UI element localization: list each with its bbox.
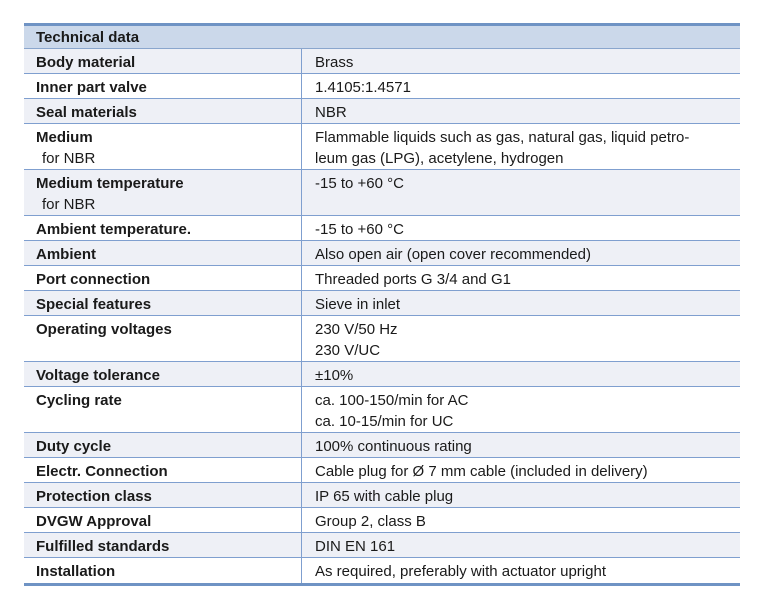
row-value-cell [302, 216, 740, 240]
table-row [24, 291, 740, 316]
row-label: Port connection [36, 271, 151, 288]
row-label: Fulfilled standards [36, 538, 170, 555]
table-row [24, 74, 740, 99]
table-row [24, 170, 740, 216]
row-value-line: ca. 100-150/min for AC [315, 392, 469, 409]
table-row [24, 362, 740, 387]
row-value-cell [302, 533, 740, 557]
row-label-cell [24, 99, 302, 123]
row-value-line: 100% continuous rating [315, 438, 472, 455]
table-row [24, 533, 740, 558]
row-label-cell [24, 458, 302, 482]
row-value-line: Sieve in inlet [315, 296, 401, 313]
row-value-line: As required, preferably with actuator upright [315, 563, 606, 580]
table-row [24, 483, 740, 508]
row-label-cell [24, 316, 302, 361]
row-label: Voltage tolerance [36, 367, 160, 384]
row-value-line: 1.4105:1.4571 [315, 79, 411, 96]
row-label-cell [24, 241, 302, 265]
row-value-line: Group 2, class B [315, 513, 426, 530]
row-label-cell [24, 387, 302, 432]
row-value-cell [302, 558, 740, 583]
row-value-cell [302, 124, 740, 169]
row-value-cell [302, 266, 740, 290]
row-value-cell [302, 362, 740, 386]
row-value-cell [302, 241, 740, 265]
row-value-line: leum gas (LPG), acetylene, hydrogen [315, 150, 564, 167]
row-label: Seal materials [36, 104, 137, 121]
row-value-cell [302, 316, 740, 361]
row-value-cell [302, 49, 740, 73]
row-label: Special features [36, 296, 152, 313]
row-value-line: IP 65 with cable plug [315, 488, 454, 505]
row-label: Ambient temperature. [36, 221, 192, 238]
row-label: Medium temperature [36, 175, 184, 192]
row-label-cell [24, 266, 302, 290]
row-value-cell [302, 99, 740, 123]
row-value-line: Also open air (open cover recommended) [315, 246, 591, 263]
row-label-cell [24, 533, 302, 557]
row-label-cell [24, 362, 302, 386]
row-label: Duty cycle [36, 438, 112, 455]
row-value-cell [302, 433, 740, 457]
table-row [24, 458, 740, 483]
row-value-line: 230 V/UC [315, 342, 381, 359]
row-value-line: Brass [315, 54, 354, 71]
row-label-cell [24, 49, 302, 73]
row-label: Electr. Connection [36, 463, 168, 480]
row-label: Body material [36, 54, 136, 71]
row-label-cell [24, 216, 302, 240]
table-row [24, 216, 740, 241]
table-row [24, 433, 740, 458]
row-value-line: Threaded ports G 3/4 and G1 [315, 271, 511, 288]
row-label: Cycling rate [36, 392, 122, 409]
table-row [24, 124, 740, 170]
table-row [24, 508, 740, 533]
row-value-line: -15 to +60 °C [315, 221, 404, 238]
row-label-cell [24, 291, 302, 315]
row-value-cell [302, 458, 740, 482]
row-label-cell [24, 74, 302, 98]
row-label: Medium [36, 129, 93, 146]
table-row [24, 99, 740, 124]
row-value-line: Flammable liquids such as gas, natural gas, liquid petro- [315, 129, 690, 146]
row-label-cell [24, 433, 302, 457]
row-value-cell [302, 387, 740, 432]
row-value-cell [302, 291, 740, 315]
row-label-cell [24, 483, 302, 507]
row-label-cell [24, 558, 302, 583]
row-value-line: DIN EN 161 [315, 538, 396, 555]
row-value-line: ca. 10-15/min for UC [315, 413, 454, 430]
row-sublabel: for NBR [42, 150, 96, 167]
row-value-cell [302, 170, 740, 215]
row-label: Operating voltages [36, 321, 172, 338]
row-label-cell [24, 508, 302, 532]
table-row [24, 558, 740, 583]
row-value-line: ±10% [315, 367, 354, 384]
row-label: Inner part valve [36, 79, 147, 96]
row-value-line: Cable plug for Ø 7 mm cable (included in delivery) [315, 463, 648, 480]
row-label: DVGW Approval [36, 513, 152, 530]
table-row [24, 241, 740, 266]
row-value-line: NBR [315, 104, 347, 121]
table-body [24, 49, 740, 583]
row-sublabel: for NBR [42, 196, 96, 213]
row-label: Protection class [36, 488, 152, 505]
table-row [24, 49, 740, 74]
table-row [24, 316, 740, 362]
table-title: Technical data [24, 26, 740, 49]
row-value-cell [302, 74, 740, 98]
row-label-cell [24, 170, 302, 215]
row-value-line: -15 to +60 °C [315, 175, 404, 192]
row-value-line: 230 V/50 Hz [315, 321, 398, 338]
technical-data-table [24, 23, 740, 586]
row-label: Ambient [36, 246, 96, 263]
row-value-cell [302, 483, 740, 507]
row-label-cell [24, 124, 302, 169]
row-value-cell [302, 508, 740, 532]
table-row [24, 387, 740, 433]
row-label: Installation [36, 563, 116, 580]
table-row [24, 266, 740, 291]
